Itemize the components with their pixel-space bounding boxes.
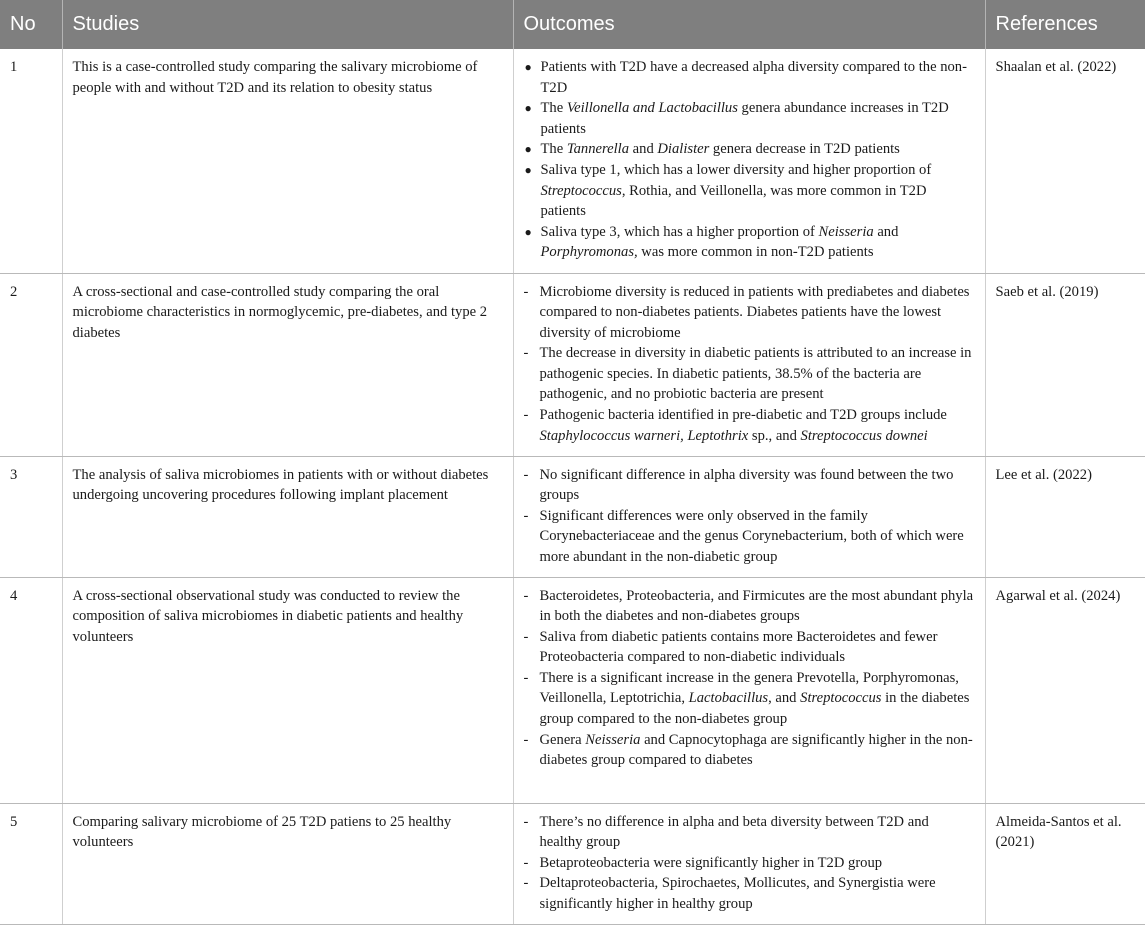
table-row	[0, 456, 1145, 577]
table-row	[0, 803, 1145, 924]
outcome-item	[524, 873, 975, 914]
bullet-marker: ●	[524, 162, 532, 177]
outcome-text: and Capnocytophaga are significantly higher in the non-diabetes group compared to diabetes	[539, 731, 973, 769]
outcome-item	[524, 343, 975, 405]
bullet-marker: -	[523, 407, 529, 424]
outcome-item	[524, 160, 975, 222]
study-description: A cross-sectional observational study was conducted to review the composition of saliva microbiomes in diabetic patients and healthy volunteers	[62, 577, 513, 803]
reference-citation: Shaalan et al. (2022)	[985, 49, 1145, 273]
outcome-item	[524, 465, 975, 506]
bullet-marker: -	[523, 587, 529, 604]
outcomes-list	[524, 812, 975, 915]
outcome-text: Pathogenic bacteria identified in pre-diabetic and T2D groups include	[539, 407, 947, 424]
bullet-marker: -	[523, 466, 529, 483]
bullet-marker: -	[523, 731, 529, 748]
outcome-text-italic: Neisseria	[818, 223, 874, 240]
study-description: This is a case-controlled study comparing the salivary microbiome of people with and without T2D and its relation to obesity status	[62, 49, 513, 273]
outcome-text: in the diabetes group compared to the non-diabetes group	[539, 690, 970, 728]
bullet-marker: -	[523, 345, 529, 362]
outcome-text: No significant difference in alpha diversity was found between the two groups	[539, 466, 954, 504]
bullet-marker: ●	[524, 101, 532, 116]
outcome-item	[524, 627, 975, 668]
outcome-item	[524, 282, 975, 344]
outcome-text: Betaproteobacteria were significantly higher in T2D group	[539, 854, 883, 871]
outcome-item	[524, 586, 975, 627]
outcome-text: Saliva type 1, which has a lower diversity and higher proportion of	[540, 161, 932, 178]
outcome-item	[524, 506, 975, 568]
header-references: References	[985, 0, 1145, 49]
outcome-text: genera decrease in T2D patients	[709, 141, 900, 158]
outcome-item	[524, 139, 975, 160]
bullet-marker: -	[523, 854, 529, 871]
header-no: No	[0, 0, 62, 49]
outcome-text: Deltaproteobacteria, Spirochaetes, Mollicutes, and Synergistia were significantly higher in healthy group	[539, 875, 936, 912]
outcome-item	[524, 98, 975, 139]
table-row	[0, 273, 1145, 456]
reference-citation: Lee et al. (2022)	[985, 456, 1145, 577]
outcome-text: and	[873, 223, 899, 240]
bullet-marker: ●	[524, 60, 532, 74]
bullet-marker: ●	[524, 224, 532, 239]
outcome-text: Significant differences were only observed in the family Corynebacteriaceae and the genus Corynebacterium, both of which were more abundant in the non-diabetic group	[539, 507, 964, 565]
outcome-text: genera abundance increases in T2D patients	[540, 100, 949, 137]
outcome-text-italic: Neisseria	[585, 731, 641, 748]
row-number: 4	[0, 577, 62, 803]
outcome-text-italic: Streptococcus	[540, 182, 622, 199]
outcome-text-italic: Streptococcus	[800, 690, 882, 707]
outcome-text: The decrease in diversity in diabetic patients is attributed to an increase in pathogenic species. In diabetic patients, 38.5% of the bacteria are pathogenic, and no probiotic bacteria are present	[539, 345, 972, 403]
outcome-text: and	[629, 141, 658, 158]
outcomes-cell	[513, 456, 985, 577]
outcome-item	[524, 405, 975, 446]
outcome-text: There’s no difference in alpha and beta diversity between T2D and healthy group	[539, 813, 929, 851]
header-studies: Studies	[62, 0, 513, 49]
outcomes-cell	[513, 273, 985, 456]
reference-citation: Almeida-Santos et al. (2021)	[985, 803, 1145, 924]
bullet-marker: -	[523, 875, 529, 892]
outcome-text: Saliva from diabetic patients contains more Bacteroidetes and fewer Proteobacteria compared to non-diabetic individuals	[539, 628, 938, 666]
outcome-item	[524, 730, 975, 771]
outcome-text: Microbiome diversity is reduced in patients with prediabetes and diabetes compared to non-diabetes patients. Diabetes patients have the lowest diversity of microbiome	[539, 283, 970, 341]
outcome-text: sp., and	[748, 427, 801, 444]
table-body	[0, 49, 1145, 924]
outcome-item	[524, 853, 975, 874]
outcome-text: Bacteroidetes, Proteobacteria, and Firmicutes are the most abundant phyla in both the diabetes and non-diabetes groups	[539, 587, 974, 625]
bullet-marker: -	[523, 669, 529, 686]
bullet-marker: -	[523, 813, 529, 830]
table-row	[0, 577, 1145, 803]
reference-citation: Saeb et al. (2019)	[985, 273, 1145, 456]
header-row	[0, 0, 1145, 49]
bullet-marker: ●	[524, 142, 532, 157]
outcomes-list	[524, 57, 975, 263]
outcomes-cell	[513, 803, 985, 924]
outcome-text-italic: Staphylococcus warneri, Leptothrix	[539, 427, 749, 444]
outcomes-list	[524, 465, 975, 568]
table-header	[0, 0, 1145, 49]
outcomes-cell	[513, 49, 985, 273]
bullet-marker: -	[523, 628, 529, 645]
outcome-text-italic: Porphyromonas,	[540, 244, 638, 261]
outcome-text: Genera	[539, 731, 586, 748]
row-number: 2	[0, 273, 62, 456]
reference-citation: Agarwal et al. (2024)	[985, 577, 1145, 803]
outcome-item	[524, 57, 975, 98]
bullet-marker: -	[523, 283, 529, 300]
outcome-text: There is a significant increase in the genera Prevotella, Porphyromonas, Veillonella, Leptotrichia,	[539, 669, 959, 707]
outcome-text: Patients with T2D have a decreased alpha diversity compared to the non-T2D	[540, 59, 967, 96]
table-row	[0, 49, 1145, 273]
row-number: 1	[0, 49, 62, 273]
outcome-text: , and	[768, 690, 801, 707]
outcomes-list	[524, 586, 975, 771]
outcomes-list	[524, 282, 975, 447]
outcome-text: Saliva type 3, which has a higher proportion of	[540, 223, 819, 240]
outcome-item	[524, 668, 975, 730]
study-description: Comparing salivary microbiome of 25 T2D patiens to 25 healthy volunteers	[62, 803, 513, 924]
header-outcomes: Outcomes	[513, 0, 985, 49]
bullet-marker: -	[523, 507, 529, 524]
outcome-text-italic: Dialister	[657, 141, 710, 158]
outcome-text: was more common in non-T2D patients	[637, 244, 874, 261]
outcome-item	[524, 222, 975, 263]
study-description: The analysis of saliva microbiomes in patients with or without diabetes undergoing uncovering procedures following implant placement	[62, 456, 513, 577]
outcome-text: The	[540, 141, 567, 158]
study-description: A cross-sectional and case-controlled study comparing the oral microbiome characteristics in normoglycemic, pre-diabetes, and type 2 diabetes	[62, 273, 513, 456]
outcome-item	[524, 812, 975, 853]
outcome-text-italic: Tannerella	[566, 141, 630, 158]
outcome-text-italic: Streptococcus downei	[800, 427, 928, 444]
outcome-text-italic: Lactobacillus	[688, 690, 769, 707]
row-number: 3	[0, 456, 62, 577]
outcomes-cell	[513, 577, 985, 803]
outcome-text: , Rothia, and Veillonella, was more common in T2D patients	[540, 182, 927, 220]
outcome-text-italic: Veillonella and Lactobacillus	[566, 100, 738, 117]
outcome-text: The	[540, 100, 567, 117]
row-number: 5	[0, 803, 62, 924]
